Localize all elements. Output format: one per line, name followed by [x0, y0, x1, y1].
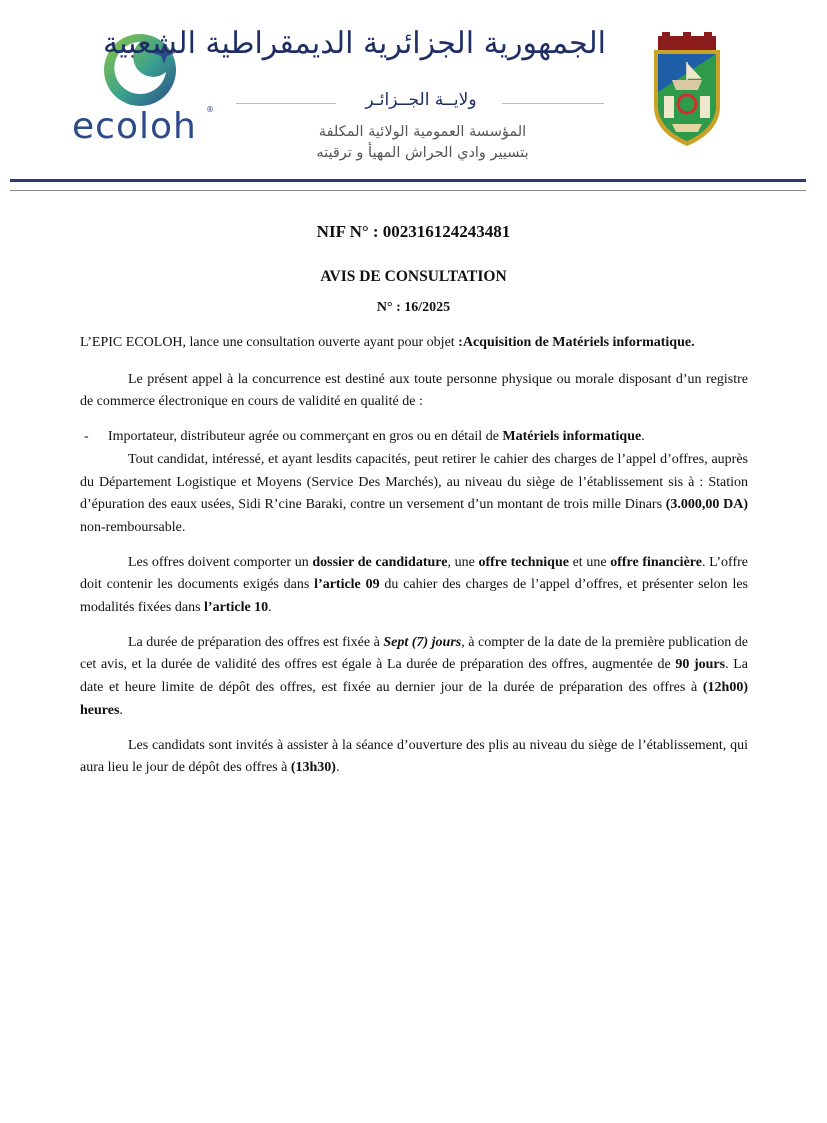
arabic-institution-line1: المؤسسة العمومية الولائية المكلفة — [318, 124, 527, 140]
p3-text-c: , une — [447, 554, 479, 570]
p3-text-k: . — [268, 600, 272, 616]
logo-wordmark: ecoloh — [72, 106, 197, 147]
letterhead — [0, 0, 827, 185]
p5-text-c: . — [335, 760, 340, 776]
bullet-bold: Matériels informatique — [502, 429, 642, 445]
p3-text-a: Les offres doivent comporter un — [128, 554, 313, 570]
opening-paragraph — [80, 735, 748, 780]
p5-text-a: Les candidats sont invités à assister à la séance d’ouverture des plis au niveau du siège de l’établissement, qui aura lieu le jour de dépôt des offres à — [80, 737, 748, 776]
list-item — [80, 426, 748, 449]
p4-text-e: . La date et heure limite de dépôt des offres, est fixée au dernier jour de la durée de préparation des offres à — [80, 657, 748, 696]
p3-bold-d: offre technique — [478, 554, 569, 570]
bullet-dash: - — [84, 429, 89, 445]
arabic-wilaya: ولايــة الجــزائـر — [365, 90, 477, 110]
header-divider-thin — [10, 190, 806, 191]
p4-bold-b: Sept (7) jours — [383, 634, 462, 650]
offers-paragraph — [80, 552, 748, 620]
p3-text-i: du cahier des charges de l’appel d’offres, et présenter selon les modalités fixées dans — [80, 577, 748, 616]
p2-amount: (3.000,00 DA) — [665, 497, 749, 513]
nif-number: NIF N° : 002316124243481 — [316, 222, 511, 241]
bullet-text: Importateur, distributeur agrée ou commerçant en gros ou en détail de — [108, 429, 503, 445]
arabic-institution-line2: بتسيير وادي الحراش المهيأ و ترقيته — [316, 145, 529, 161]
header-divider — [10, 179, 806, 182]
duration-paragraph — [80, 632, 748, 723]
withdrawal-paragraph — [80, 449, 748, 540]
consultation-object: :Acquisition de Matériels informatique. — [458, 335, 695, 350]
p3-bold-b: dossier de candidature — [312, 554, 448, 570]
notice-number: N° : 16/2025 — [376, 300, 451, 315]
p4-bold-f: (12h00) heures — [80, 680, 748, 718]
p3-bold-j: l’article 10 — [204, 600, 269, 616]
notice-body — [80, 332, 748, 780]
wilaya-emblem-icon — [648, 32, 726, 148]
p5-bold-b: (13h30) — [290, 760, 336, 776]
bullet-end: . — [641, 429, 645, 445]
registered-mark: ® — [206, 105, 214, 114]
arabic-republic-title: الجمهورية الجزائرية الديمقراطية الشعبية — [103, 26, 606, 61]
p3-bold-f: offre financière — [610, 554, 702, 570]
p2-text-c: non-remboursable. — [80, 519, 186, 535]
p3-text-g: . L’offre doit contenir les documents exigés dans — [80, 554, 748, 593]
p4-text-c: , à compter de la date de la première publication de cet avis, et la durée de validité des offres est égale à La durée de préparation des offres, augmentée de — [80, 634, 748, 673]
p3-bold-h: l’article 09 — [314, 577, 380, 593]
p2-text-a: Tout candidat, intéressé, et ayant lesdits capacités, peut retirer le cahier des charges de l’appel d’offres, auprès du Département Logistique et Moyens (Service Des Marchés), au niveau du siège de l’établissement sis à : Station d’épuration des eaux usées, Sidi R’cine Baraki, contre un versement d’un montant de trois mille Dinars — [80, 451, 748, 513]
p4-bold-d: 90 jours — [675, 657, 726, 673]
p3-text-e: et une — [568, 554, 611, 570]
eligibility-paragraph: Le présent appel à la concurrence est destiné aux toute personne physique ou morale disposant d’un registre de commerce électronique en cours de validité en qualité de : — [80, 371, 748, 410]
intro-text: L’EPIC ECOLOH, lance une consultation ouverte ayant pour objet — [80, 335, 459, 350]
notice-title: AVIS DE CONSULTATION — [320, 268, 507, 285]
p4-text-g: . — [119, 702, 123, 718]
intro-paragraph — [80, 332, 748, 355]
p4-text-a: La durée de préparation des offres est fixée à — [128, 634, 384, 650]
